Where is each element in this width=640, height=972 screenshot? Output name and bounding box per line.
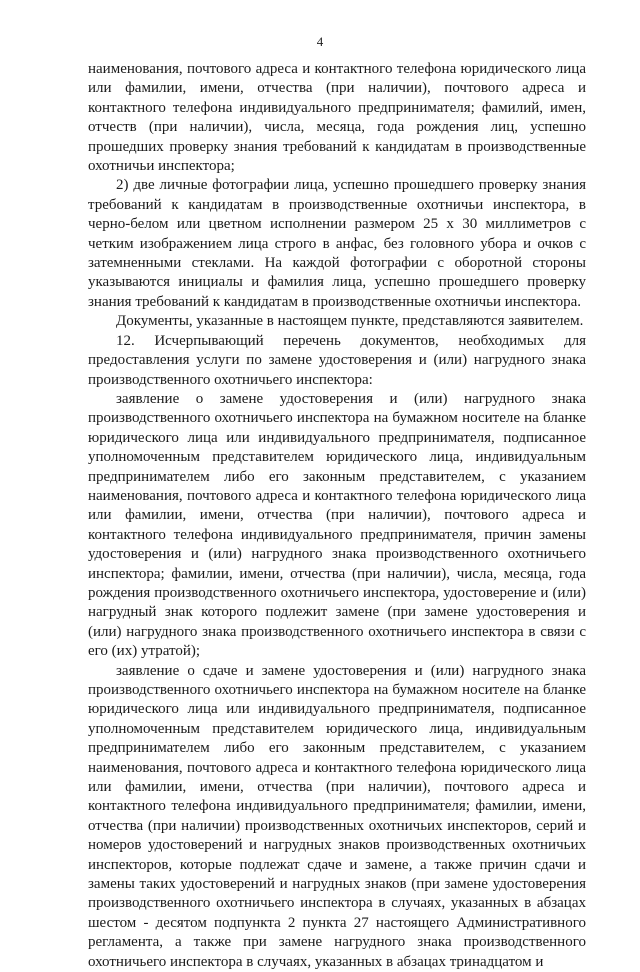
paragraph: заявление о сдаче и замене удостоверения и (или) нагрудного знака производственного охотничьего инспектора на бумажном носителе на бланке юридического лица или индивидуального предпринимателя, подписанное уполномоченным представителем юридического лица, индивидуальным предпринимателем либо его законным представителем, с указанием наименования, почтового адреса и контактного телефона юридического лица или фамилии, имени, отчества (при наличии), почтового адреса и контактного телефона индивидуального предпринимателя; фамилии, имени, отчества (при наличии) производственных охотничьих инспекторов, серий и номеров удостоверений и нагрудных знаков производственных охотничьих инспекторов, которые подлежат сдаче и замене, а также причин сдачи и замены таких удостоверений и нагрудных знаков (при замене удостоверения производственного охотничьего инспектора в случаях, указанных в абзацах шестом - десятом подпункта 2 пункта 27 настоящего Административного регламента, а также при замене нагрудного знака производственного охотничьего инспектора в случаях, указанных в абзацах тринадцатом и (88, 662, 586, 970)
paragraph: 2) две личные фотографии лица, успешно прошедшего проверку знания требований к кандидатам в производственные охотничьи инспектора, в черно-белом или цветном исполнении размером 25 х 30 миллиметров с четким изображением лица строго в анфас, без головного убора и очков с затемненными стеклами. На каждой фотографии с оборотной стороны указываются инициалы и фамилия лица, успешно прошедшего проверку знания требований к кандидатам в производственные охотничьи инспектора. (88, 177, 586, 310)
paragraph: Документы, указанные в настоящем пункте, представляются заявителем. (116, 313, 584, 330)
paragraph: 12. Исчерпывающий перечень документов, необходимых для предоставления услуги по замене удостоверения и (или) нагрудного знака производственного охотничьего инспектора: (88, 332, 586, 388)
body-text (88, 60, 586, 972)
page-number: 4 (316, 34, 324, 49)
paragraph: наименования, почтового адреса и контактного телефона юридического лица или фамилии, имени, отчества (при наличии), почтового адреса и контактного телефона индивидуального предпринимателя; фамилий, имен, отчеств (при наличии), числа, месяца, года рождения лиц, успешно прошедших проверку знания требований к кандидатам в производственные охотничьи инспектора; (88, 61, 586, 175)
paragraph: заявление о замене удостоверения и (или) нагрудного знака производственного охотничьего инспектора на бумажном носителе на бланке юридического лица или индивидуального предпринимателя, подписанное уполномоченным представителем юридического лица, индивидуальным предпринимателем либо его законным представителем, с указанием наименования, почтового адреса и контактного телефона юридического лица или фамилии, имени, отчества (при наличии), почтового адреса и контактного телефона индивидуального предпринимателя, причин замены удостоверения и (или) нагрудного знака производственного охотничьего инспектора; фамилии, имени, отчества (при наличии), числа, месяца, года рождения производственного охотничьего инспектора, удостоверение и (или) нагрудный знак которого подлежит замене (при замене удостоверения и (или) нагрудного знака производственного охотничьего инспектора в связи с его (их) утратой); (88, 390, 586, 660)
